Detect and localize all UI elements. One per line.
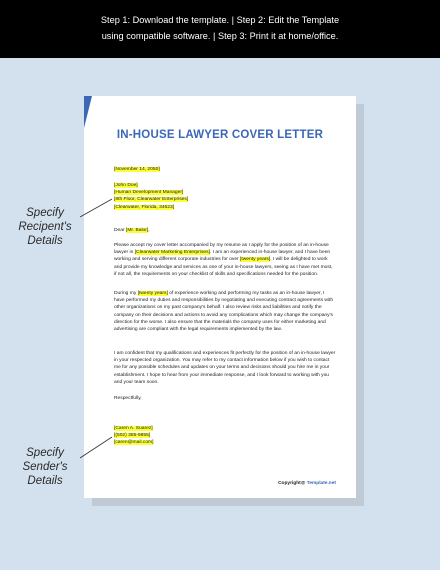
- banner-line-2: using compatible software. | Step 3: Print it at home/office.: [101, 31, 339, 41]
- label-send-line-2: Sender's: [22, 461, 68, 473]
- p1-years: [twenty years]: [240, 257, 271, 263]
- recipient-name: [John Doe]: [114, 183, 138, 188]
- sender-name: [Caren A. Suarez]: [114, 426, 153, 431]
- p1-text-c: . I will be delighted to work and provide my knowledge and services as one of your in-house lawyers, seeing as I have met most, if not all, the requirements on your checklist of skills and specifications needed for the position.: [114, 257, 333, 277]
- p2-text-b: of experience working and performing my tasks as an in-house lawyer, I have performed my duties and responsibilities by negotiating and executing contract agreements with other organizations on my past company's behalf. I also review risks and liabilities and notify the company on their decisions and actions to avoid any complications which may change the company's direction for the worse. I also ensure that the materials the company uses for either marketing and advertising are compliant with the legal requirements implemented by the law.: [114, 291, 334, 333]
- paragraph-1: [114, 242, 336, 278]
- paragraph-3: I am confident that my qualifications and experiences fit perfectly for the position of an in-house lawyer in your respected organization. You may refer to my contact information below if you wish to contact me for any possible schedules and updates on your terms and decisions should you hire me in your establishment. I hope to hear from your immediate response, and I look forward to working with you and your team soon.: [114, 351, 336, 385]
- p2-years: [twenty years]: [137, 291, 168, 296]
- salutation-suffix: ,: [148, 228, 150, 233]
- p1-text-a: Please accept my cover letter accompanied by my resume as I apply for the position of an in-house lawyer in: [114, 243, 329, 256]
- sender-block: [114, 425, 336, 447]
- recipient-block: [114, 182, 336, 211]
- p1-text-b: . I am an experienced in-house lawyer, and I have been working and serving different corporate industries for over: [114, 250, 331, 263]
- label-send-line-1: Specify: [26, 447, 64, 459]
- p2-text-a: During my: [114, 291, 138, 296]
- instruction-banner: [0, 0, 440, 58]
- recipient-address-2: [Clearwater, Florida, 34623]: [114, 204, 175, 210]
- sender-phone: [(502) 385-9855]: [114, 433, 151, 439]
- label-rec-line-2: Recipent's: [18, 221, 72, 233]
- label-specify-sender: [10, 446, 80, 488]
- corner-accent: [84, 96, 92, 128]
- salutation: [114, 227, 336, 234]
- copyright-site: Template.net: [306, 481, 336, 486]
- closing: Respectfully,: [114, 396, 142, 401]
- footer-copyright: [278, 481, 336, 486]
- paragraph-2: [114, 290, 336, 333]
- label-specify-recipient: [10, 206, 80, 248]
- banner-line-1: Step 1: Download the template. | Step 2: Edit the Template: [100, 15, 340, 25]
- p1-company: [Clearwater Marketing Enterprises]: [134, 250, 210, 256]
- document-title: IN-HOUSE LAWYER COVER LETTER: [116, 129, 324, 141]
- copyright-label: Copyright@: [278, 481, 306, 486]
- date-text: [November 14, 2050]: [114, 167, 160, 172]
- label-rec-line-1: Specify: [26, 207, 64, 219]
- salutation-prefix: Dear: [114, 228, 126, 233]
- label-send-line-3: Details: [27, 475, 63, 487]
- sender-email: [caren@mail.com]: [114, 440, 154, 446]
- label-rec-line-3: Details: [27, 235, 63, 247]
- letter-page: [84, 96, 356, 498]
- recipient-address-1: [8th Floor, Clearwater Enterprises]: [114, 197, 189, 203]
- salutation-name: [Mr. Balor]: [125, 228, 149, 233]
- letter-date: [114, 166, 336, 173]
- recipient-title: [Human Development Manager]: [114, 190, 184, 196]
